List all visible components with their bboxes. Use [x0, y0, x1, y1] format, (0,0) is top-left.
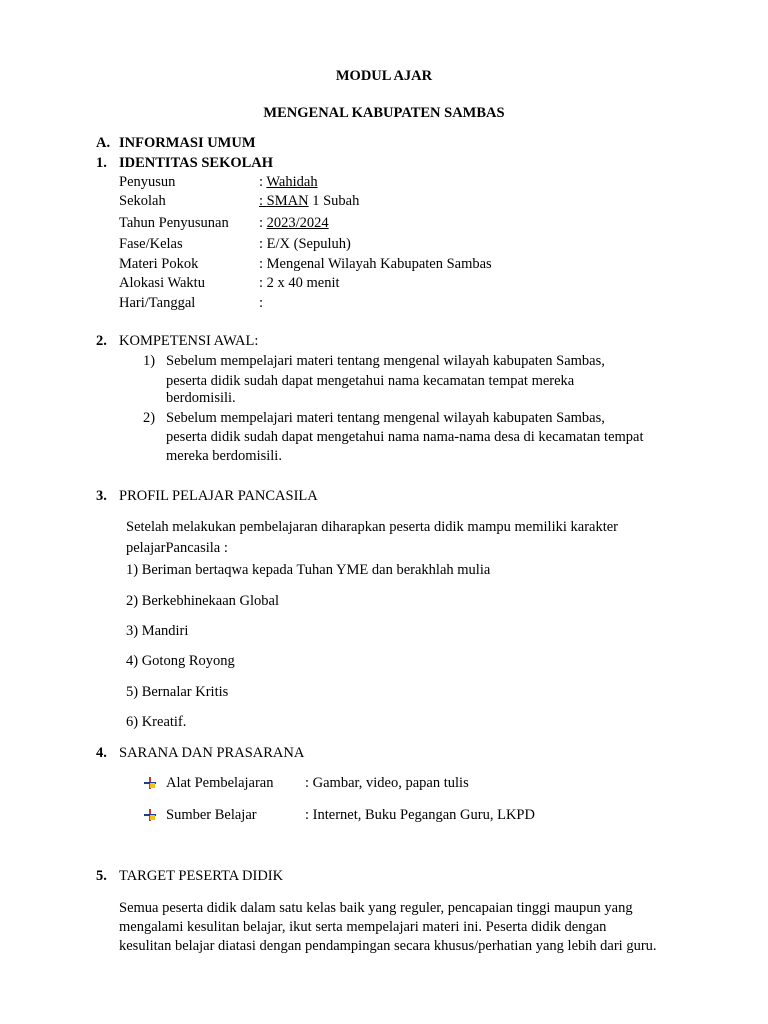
section-2-title: KOMPETENSI AWAL:	[119, 333, 259, 349]
section-a-label: A.	[96, 135, 111, 151]
section-4-number: 4.	[96, 745, 107, 761]
paragraph-line: mengalami kesulitan belajar, ikut serta mempelajari materi ini. Peserta didik dengan	[119, 919, 607, 935]
identity-label: Hari/Tanggal	[119, 295, 196, 311]
list-item-text: peserta didik sudah dapat mengetahui nama nama-nama desa di kecamatan tempat	[166, 429, 644, 445]
list-item-number: 1)	[143, 353, 156, 369]
identity-value: : SMAN 1 Subah	[259, 193, 360, 209]
section-5-number: 5.	[96, 868, 107, 884]
profile-intro: pelajarPancasila :	[126, 540, 228, 556]
list-item-text: berdomisili.	[166, 390, 236, 406]
section-2-number: 2.	[96, 333, 107, 349]
facility-value: : Gambar, video, papan tulis	[305, 775, 469, 791]
identity-label: Materi Pokok	[119, 256, 199, 272]
list-item: 5) Bernalar Kritis	[126, 684, 229, 700]
identity-value: :	[259, 295, 264, 311]
identity-value: : E/X (Sepuluh)	[259, 236, 351, 252]
section-a-title: INFORMASI UMUM	[119, 135, 256, 151]
identity-label: Tahun Penyusunan	[119, 215, 229, 231]
identity-label: Fase/Kelas	[119, 236, 183, 252]
list-item: 6) Kreatif.	[126, 714, 187, 730]
section-4-title: SARANA DAN PRASARANA	[119, 745, 305, 761]
facility-label: Alat Pembelajaran	[166, 775, 274, 791]
list-item-text: Sebelum mempelajari materi tentang mengenal wilayah kabupaten Sambas,	[166, 353, 605, 369]
identity-value: : Wahidah	[259, 174, 318, 190]
facility-label: Sumber Belajar	[166, 807, 257, 823]
list-item: 2) Berkebhinekaan Global	[126, 593, 280, 609]
list-item-text: peserta didik sudah dapat mengetahui nama kecamatan tempat mereka	[166, 373, 575, 389]
section-1-title: IDENTITAS SEKOLAH	[119, 155, 274, 171]
list-item: 4) Gotong Royong	[126, 653, 235, 669]
identity-value: : 2023/2024	[259, 215, 329, 231]
identity-label: Alokasi Waktu	[119, 275, 205, 291]
list-item: 3) Mandiri	[126, 623, 189, 639]
list-item-number: 2)	[143, 410, 156, 426]
list-item-text: mereka berdomisili.	[166, 448, 282, 464]
identity-value: : 2 x 40 menit	[259, 275, 340, 291]
profile-intro: Setelah melakukan pembelajaran diharapkan peserta didik mampu memiliki karakter	[126, 519, 619, 535]
list-item-text: Sebelum mempelajari materi tentang mengenal wilayah kabupaten Sambas,	[166, 410, 605, 426]
document-subtitle: MENGENAL KABUPATEN SAMBAS	[263, 105, 505, 121]
section-5-title: TARGET PESERTA DIDIK	[119, 868, 284, 884]
section-3-number: 3.	[96, 488, 107, 504]
facility-value: : Internet, Buku Pegangan Guru, LKPD	[305, 807, 535, 823]
bullet-icon	[144, 809, 156, 821]
identity-value: : Mengenal Wilayah Kabupaten Sambas	[259, 256, 492, 272]
paragraph-line: kesulitan belajar diatasi dengan pendampingan secara khusus/perhatian yang lebih dari guru.	[119, 938, 657, 954]
paragraph-line: Semua peserta didik dalam satu kelas baik yang reguler, pencapaian tinggi maupun yang	[119, 900, 633, 916]
section-1-number: 1.	[96, 155, 107, 171]
document-title: MODUL AJAR	[335, 68, 433, 84]
bullet-icon	[144, 777, 156, 789]
list-item: 1) Beriman bertaqwa kepada Tuhan YME dan berakhlah mulia	[126, 562, 491, 578]
identity-label: Sekolah	[119, 193, 166, 209]
identity-label: Penyusun	[119, 174, 176, 190]
section-3-title: PROFIL PELAJAR PANCASILA	[119, 488, 318, 504]
